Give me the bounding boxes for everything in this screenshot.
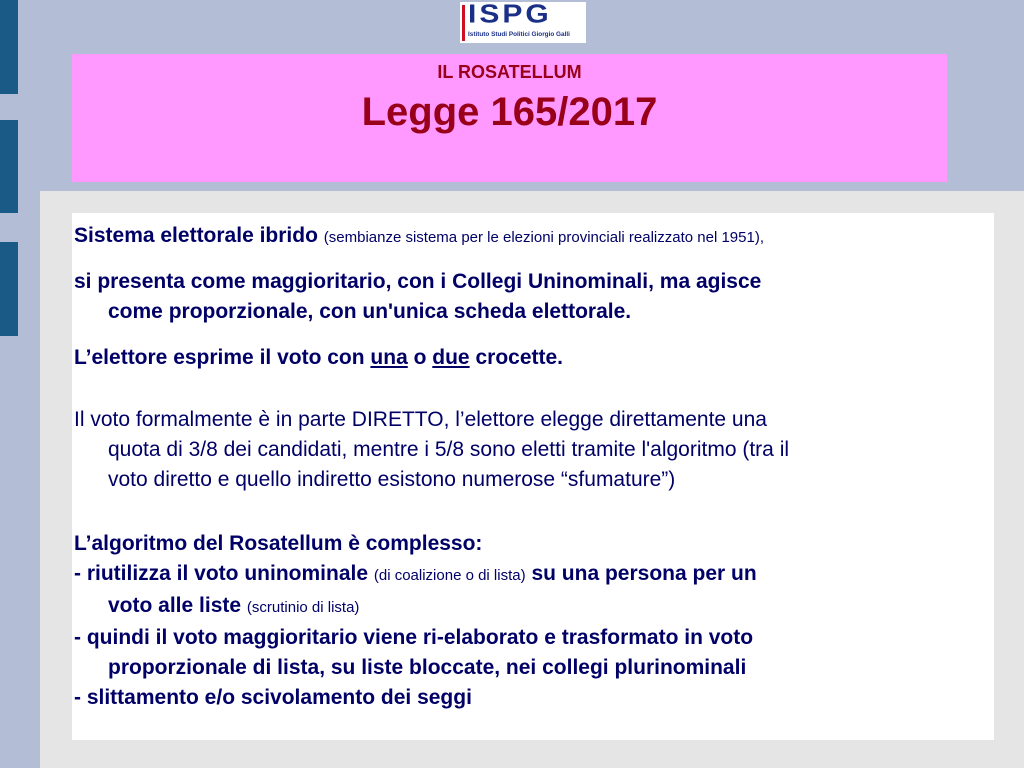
paragraph-algoritmo [74, 529, 990, 713]
paragraph-maggioritario [74, 267, 990, 327]
side-tab-decoration [0, 0, 18, 94]
p2-line1: si presenta come maggioritario, con i Collegi Uninominali, ma agisce [74, 270, 762, 293]
title-box [72, 54, 947, 182]
paragraph-voto-diretto [74, 405, 990, 495]
p5-bullet1-note2: (scrutinio di lista) [246, 599, 360, 616]
logo-tagline: Istituto Studi Politici Giorgio Galli [468, 31, 570, 38]
p5-bullet3: - slittamento e/o scivolamento dei seggi [74, 686, 472, 709]
p4-line2: quota di 3/8 dei candidati, mentre i 5/8 sono eletti tramite l'algoritmo (tra il [108, 438, 790, 461]
p5-bullet1-bold2: su una persona per un [531, 562, 757, 585]
p1-note: (sembianze sistema per le elezioni provinciali realizzato nel 1951), [323, 229, 764, 246]
logo-red-bar [462, 5, 465, 41]
p5-bullet1-note1: (di coalizione o di lista) [373, 567, 526, 584]
p5-heading: L’algoritmo del Rosatellum è complesso: [74, 532, 483, 555]
side-tab-decoration [0, 242, 18, 336]
p1-bold: Sistema elettorale ibrido [74, 224, 318, 247]
logo-wordmark: ISPG [468, 0, 552, 29]
side-tab-decoration [0, 120, 18, 213]
p3-text-a: L’elettore esprime il voto con [74, 346, 365, 369]
p5-bullet2-line1: - quindi il voto maggioritario viene ri-elaborato e trasformato in voto [74, 626, 754, 649]
p4-line1: Il voto formalmente è in parte DIRETTO, l’elettore elegge direttamente una [74, 408, 767, 431]
p2-line2: come proporzionale, con un'unica scheda elettorale. [108, 300, 632, 323]
paragraph-sistema [74, 221, 990, 253]
p4-line3: voto diretto e quello indiretto esistono numerose “sfumature”) [108, 468, 676, 491]
p3-text-c: crocette. [475, 346, 564, 369]
content-box [72, 213, 994, 740]
p5-bullet1-bold1: - riutilizza il voto uninominale [74, 562, 369, 585]
p5-bullet2-line2: proporzionale di lista, su liste bloccate, nei collegi plurinominali [108, 656, 747, 679]
ispg-logo [460, 2, 586, 43]
paragraph-crocette [74, 343, 990, 373]
slide-title: Legge 165/2017 [361, 90, 658, 134]
p3-una: una [370, 346, 408, 369]
slide-subtitle: IL ROSATELLUM [437, 62, 582, 82]
p3-due: due [432, 346, 470, 369]
p5-bullet1-bold3: voto alle liste [108, 594, 242, 617]
p3-text-b: o [413, 346, 427, 369]
